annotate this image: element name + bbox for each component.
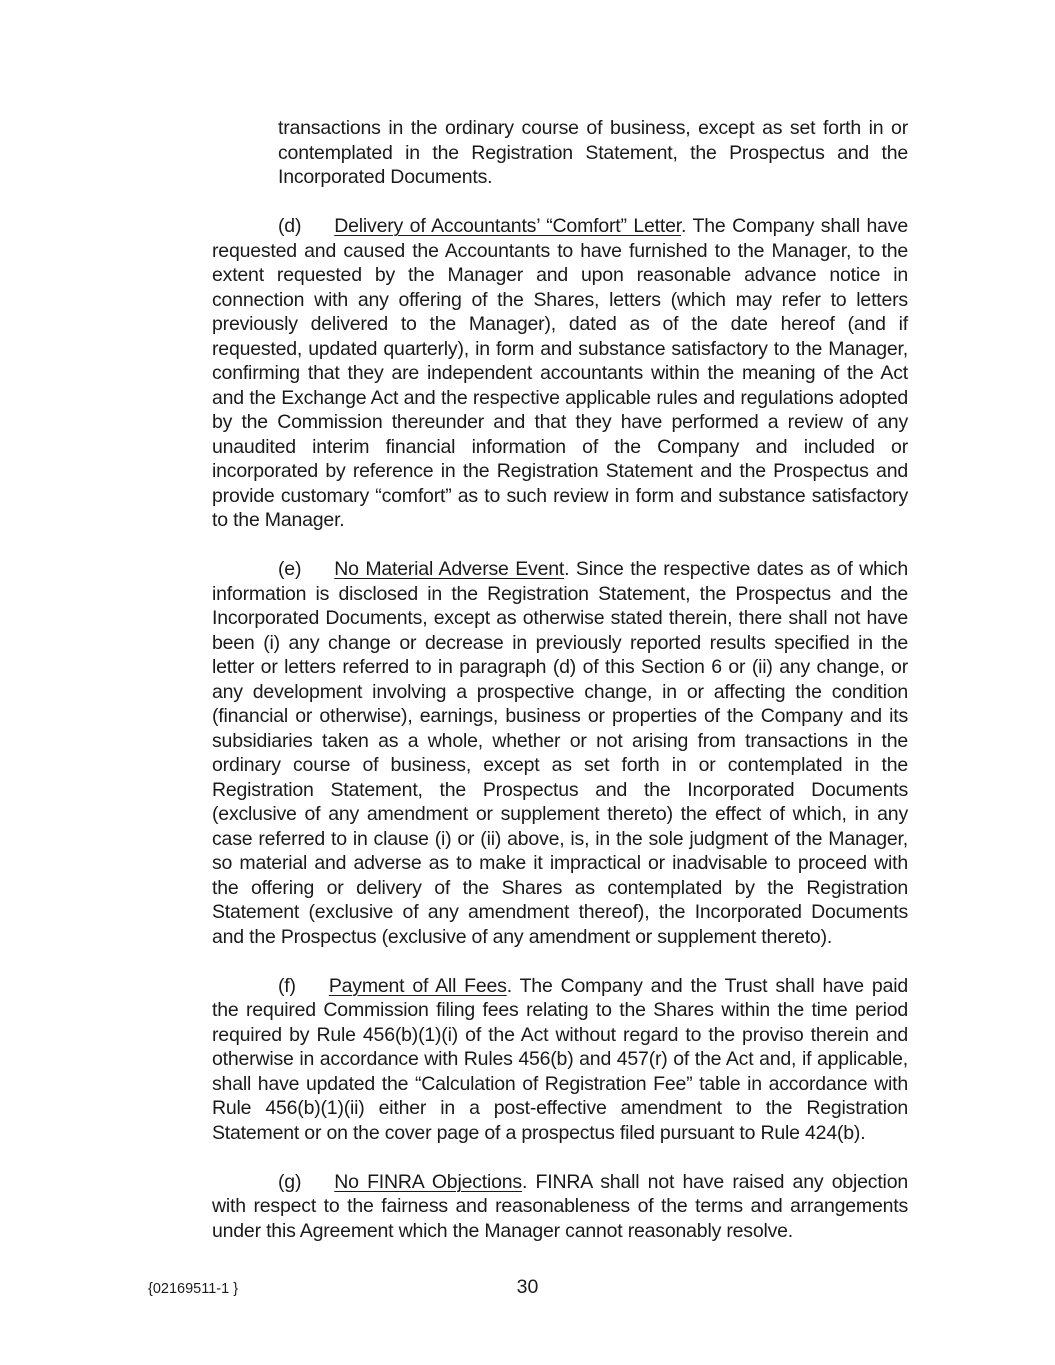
paragraph-f [212, 974, 908, 1146]
paragraph-f-body: . The Company and the Trust shall have paid the required Commission filing fees relating to the Shares within the time period required by Rule 456(b)(1)(i) of the Act without regard to the proviso therein and otherwise in accordance with Rules 456(b) and 457(r) of the Act and, if applicable, shall have updated the “Calculation of Registration Fee” table in accordance with Rule 456(b)(1)(ii) either in a post-effective amendment to the Registration Statement or on the cover page of a prospectus filed pursuant to Rule 424(b). [212, 974, 908, 1144]
paragraph-e-body: . Since the respective dates as of which information is disclosed in the Registration Statement, the Prospectus and the Incorporated Documents, except as otherwise stated therein, there shall not have been (i) any change or decrease in previously reported results specified in the letter or letters referred to in paragraph (d) of this Section 6 or (ii) any change, or any development involving a prospective change, in or affecting the condition (financial or otherwise), earnings, business or properties of the Company and its subsidiaries taken as a whole, whether or not arising from transactions in the ordinary course of business, except as set forth in or contemplated in the Registration Statement, the Prospectus and the Incorporated Documents (exclusive of any amendment or supplement thereto) the effect of which, in any case referred to in clause (i) or (ii) above, is, in the sole judgment of the Manager, so material and adverse as to make it impractical or inadvisable to proceed with the offering or delivery of the Shares as contemplated by the Registration Statement (exclusive of any amendment thereof), the Incorporated Documents and the Prospectus (exclusive of any amendment or supplement thereto). [212, 558, 908, 948]
paragraph-d-body: . The Company shall have requested and caused the Accountants to have furnished to the Manager, to the extent requested by the Manager and upon reasonable advance notice in connection with any offering of the Shares, letters (which may refer to letters previously delivered to the Manager), dated as of the date hereof (and if requested, updated quarterly), in form and substance satisfactory to the Manager, confirming that they are independent accountants within the meaning of the Act and the Exchange Act and the respective applicable rules and regulations adopted by the Commission thereunder and that they have performed a review of any unaudited interim financial information of the Company and included or incorporated by reference in the Registration Statement and the Prospectus and provide customary “comfort” as to such review in form and substance satisfactory to the Manager. [212, 215, 909, 531]
footer-page-number: 30 [516, 1276, 539, 1298]
continuation-paragraph: transactions in the ordinary course of business, except as set forth in or contemplated in the Registration Statement, the Prospectus and the Incorporated Documents. [278, 117, 908, 188]
paragraph-f-label: (f) [278, 974, 296, 997]
paragraph-g [212, 1170, 908, 1244]
paragraph-g-heading: No FINRA Objections [334, 1170, 522, 1193]
paragraph-f-heading: Payment of All Fees [328, 974, 507, 997]
paragraph-g-label: (g) [278, 1170, 302, 1193]
paragraph-d-heading: Delivery of Accountants’ “Comfort” Letter [334, 215, 681, 237]
paragraph-d-label: (d) [278, 215, 302, 237]
paragraph-e [212, 557, 908, 949]
paragraph-g-body: . FINRA shall not have raised any objection with respect to the fairness and reasonableness of the terms and arrangements under this Agreement which the Manager cannot reasonably resolve. [212, 1170, 908, 1242]
paragraph-d [212, 214, 908, 533]
paragraph-e-label: (e) [278, 558, 302, 580]
page-content [212, 116, 908, 1243]
footer-doc-id: {02169511-1 } [148, 1281, 239, 1297]
paragraph-e-heading: No Material Adverse Event [334, 558, 565, 580]
